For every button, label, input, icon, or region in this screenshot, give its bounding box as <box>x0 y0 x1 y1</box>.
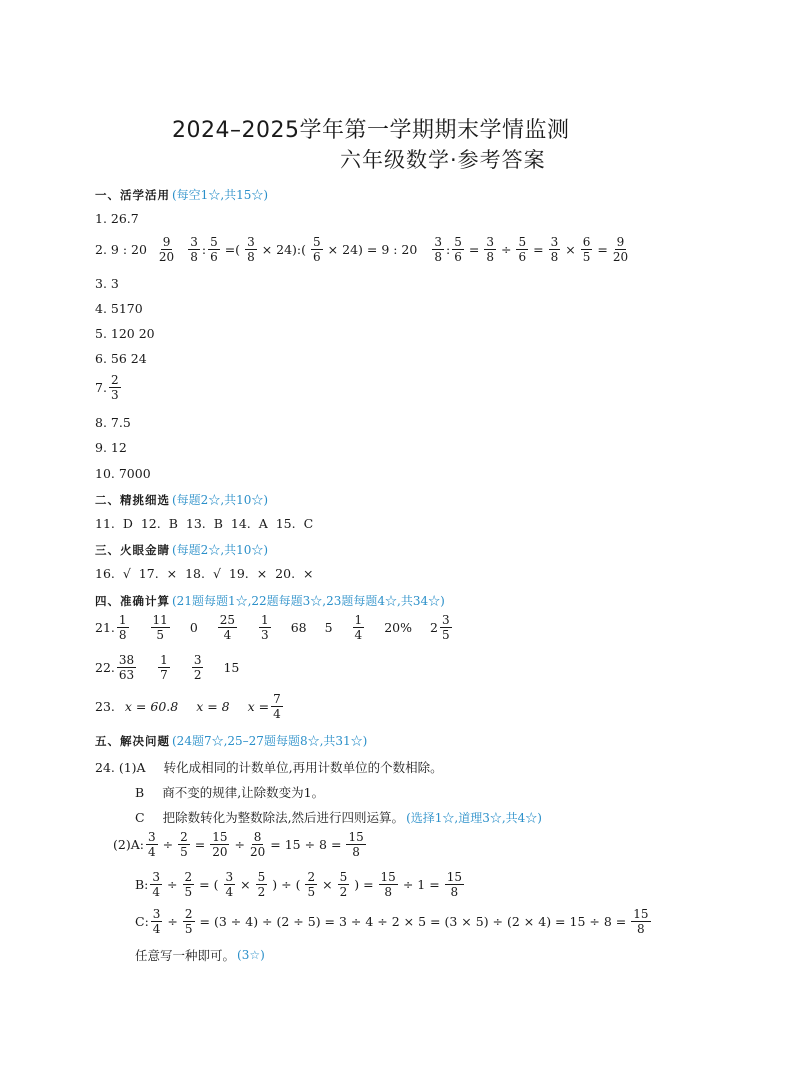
section-note: (每空1☆,共15☆) <box>172 188 269 202</box>
fraction: $\frac{8}{20}$ <box>249 830 266 859</box>
title-line1: 2024–2025学年第一学期期末学情监测 <box>172 118 570 143</box>
section-3-header <box>95 541 268 558</box>
fraction: $\frac{6}{5}$ <box>582 235 591 264</box>
section-4-header <box>95 592 445 609</box>
fraction: $\frac{15}{8}$ <box>348 830 364 859</box>
fraction: $\frac{5}{6}$ <box>454 235 462 264</box>
fraction: $\frac{25}{4}$ <box>219 613 236 642</box>
fraction: $\frac{15}{20}$ <box>212 830 228 859</box>
fraction: $\frac{3}{4}$ <box>147 830 156 859</box>
answer-9: 9. 12 <box>95 440 127 455</box>
answer-21: 21. $\frac{1}{8}$ $\frac{11}{5}$ 0 $\frac{25}{4}$ $\frac{1}{3}$ 68 5 $\frac{1}{4}$ 20% 2 $\frac{3}{5}$ <box>95 613 450 642</box>
fraction: $\frac{2}{5}$ <box>180 830 188 859</box>
fraction: $\frac{2}{3}$ <box>110 373 119 402</box>
fraction: $\frac{3}{2}$ <box>193 653 202 682</box>
fraction: $\frac{3}{8}$ <box>434 235 442 264</box>
fraction: $\frac{7}{4}$ <box>273 692 281 721</box>
section-title: 四、准确计算 <box>95 593 170 608</box>
answer-22: 22. $\frac{38}{63}$ $\frac{1}{7}$ $\frac{3}{2}$ 15 <box>95 653 240 682</box>
fraction: $\frac{2}{5}$ <box>184 870 193 899</box>
answer-2: 2. 9 : 20 $\frac{9}{20}$ $\frac{3}{8}$ : $\frac{5}{6}$ =( $\frac{3}{8}$ × 24):( $\frac{5}{6}$ × 24) = 9 : 20 $\frac{3}{8}$ : $\frac{5}{6}$ = $\frac{3}{8}$ ÷ $\frac{5}{6}$ = $\frac{3}{8}$ × $\frac{6}{5}$ = $\frac{9}{20}$ <box>95 235 629 264</box>
fraction: $\frac{5}{6}$ <box>518 235 527 264</box>
section-title: 一、活学活用 <box>95 187 170 202</box>
answer-3: 3. 3 <box>95 276 119 291</box>
fraction: $\frac{3}{8}$ <box>247 235 255 264</box>
fraction: $\frac{3}{4}$ <box>152 870 161 899</box>
title-line2: 六年级数学·参考答案 <box>340 148 546 172</box>
answer-24-1b: B 商不变的规律,让除数变为1。 <box>135 784 325 800</box>
fraction: $\frac{5}{6}$ <box>313 235 321 264</box>
answer-24-2a: (2)A: $\frac{3}{4}$ ÷ $\frac{2}{5}$ = $\frac{15}{20}$ ÷ $\frac{8}{20}$ = 15 ÷ 8 = $\frac{15}{8}$ <box>113 830 364 859</box>
answer-24-end: 任意写一种即可。 (3☆) <box>135 948 265 963</box>
fraction: $\frac{5}{6}$ <box>210 235 218 264</box>
section-note: (24题7☆,25–27题每题8☆,共31☆) <box>172 734 368 748</box>
fraction: $\frac{5}{2}$ <box>257 870 266 899</box>
section-title: 二、精挑细选 <box>95 492 170 507</box>
fraction: $\frac{3}{4}$ <box>152 907 161 936</box>
answer-10: 10. 7000 <box>95 466 151 481</box>
fraction: $\frac{3}{5}$ <box>441 613 450 642</box>
fraction: $\frac{3}{4}$ <box>225 870 234 899</box>
section-note: (每题2☆,共10☆) <box>172 493 269 507</box>
section-5-header <box>95 732 367 749</box>
fraction: $\frac{15}{8}$ <box>446 870 462 899</box>
answer-24-2b: B: $\frac{3}{4}$ ÷ $\frac{2}{5}$ = ( $\frac{3}{4}$ × $\frac{5}{2}$ ) ÷ ( $\frac{2}{5}$ × $\frac{5}{2}$ ) = $\frac{15}{8}$ ÷ 1 = $\frac{15}{8}$ <box>135 870 462 899</box>
fraction: $\frac{1}{3}$ <box>261 613 269 642</box>
answer-2-prefix: 2. 9 : 20 <box>95 242 147 257</box>
answer-1: 1. 26.7 <box>95 211 139 226</box>
section-note: (21题每题1☆,22题每题3☆,23题每题4☆,共34☆) <box>172 594 445 608</box>
answer-24-1c: C 把除数转化为整数除法,然后进行四则运算。 (选择1☆,道理3☆,共4☆) <box>135 809 542 825</box>
answer-4: 4. 5170 <box>95 301 143 316</box>
answer-24-2c: C: $\frac{3}{4}$ ÷ $\frac{2}{5}$ = (3 ÷ 4) ÷ (2 ÷ 5) = 3 ÷ 4 ÷ 2 × 5 = (3 × 5) ÷ (2 × 4) = 15 ÷ 8 = $\frac{15}{8}$ <box>135 907 649 936</box>
answer-6: 6. 56 24 <box>95 351 147 366</box>
fraction: $\frac{3}{8}$ <box>550 235 559 264</box>
fraction: $\frac{1}{4}$ <box>354 613 363 642</box>
answer-5: 5. 120 20 <box>95 326 155 341</box>
answers-11-15: 11. D 12. B 13. B 14. A 15. C <box>95 516 314 531</box>
fraction: $\frac{5}{2}$ <box>339 870 348 899</box>
fraction: $\frac{1}{7}$ <box>160 653 168 682</box>
fraction: $\frac{9}{20}$ <box>158 235 175 264</box>
fraction: $\frac{2}{5}$ <box>184 907 193 936</box>
section-title: 三、火眼金睛 <box>95 542 170 557</box>
answer-7: 7. $\frac{2}{3}$ <box>95 373 119 402</box>
fraction: $\frac{15}{8}$ <box>633 907 649 936</box>
fraction: $\frac{2}{5}$ <box>307 870 316 899</box>
answer-23: 23. x = 60.8 x = 8 x = $\frac{7}{4}$ <box>95 692 281 721</box>
section-note: (每题2☆,共10☆) <box>172 543 269 557</box>
fraction: $\frac{3}{8}$ <box>190 235 198 264</box>
fraction: $\frac{3}{8}$ <box>486 235 494 264</box>
fraction: $\frac{9}{20}$ <box>612 235 629 264</box>
answer-8: 8. 7.5 <box>95 415 131 430</box>
fraction: $\frac{11}{5}$ <box>152 613 168 642</box>
section-title: 五、解决问题 <box>95 733 170 748</box>
answers-16-20: 16. √ 17. × 18. √ 19. × 20. × <box>95 566 314 581</box>
section-2-header <box>95 491 268 508</box>
section-1-header <box>95 186 268 203</box>
fraction: $\frac{38}{63}$ <box>118 653 135 682</box>
fraction: $\frac{1}{8}$ <box>118 613 127 642</box>
fraction: $\frac{15}{8}$ <box>380 870 396 899</box>
answer-24-1a: 24. (1)A 转化成相同的计数单位,再用计数单位的个数相除。 <box>95 759 443 775</box>
